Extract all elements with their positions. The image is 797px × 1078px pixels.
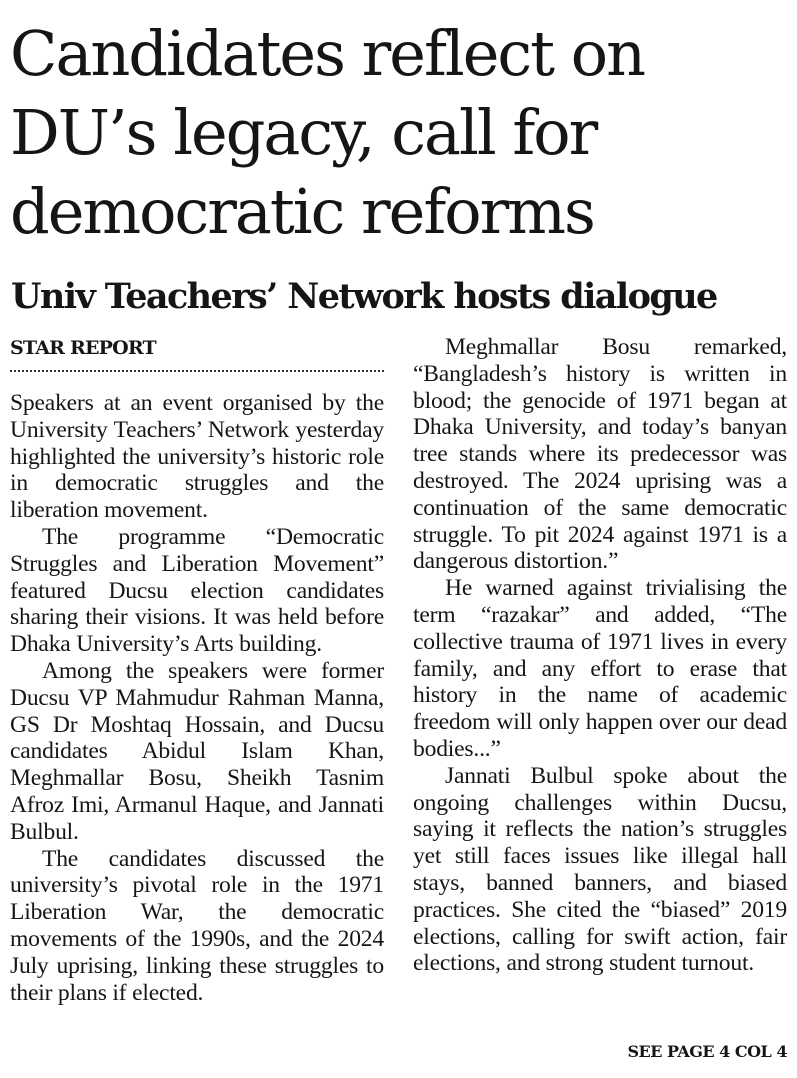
continuation-note: SEE PAGE 4 COL 4 (627, 1042, 787, 1061)
article-column-left (10, 334, 384, 1006)
body-paragraph: Speakers at an event organised by the University Teachers’ Network yesterday highlighted the university’s historic role in democratic struggles and the liberation movement. (10, 390, 384, 524)
body-paragraph: Among the speakers were former Ducsu VP Mahmudur Rahman Manna, GS Dr Moshtaq Hossain, and Ducsu candidates Abidul Islam Khan, Meghmallar Bosu, Sheikh Tasnim Afroz Imi, Armanul Haque, and Jannati Bulbul. (10, 657, 384, 845)
headline: Candidates reflect on DU’s legacy, call for democratic reforms (10, 17, 645, 248)
body-paragraph: Meghmallar Bosu remarked, “Bangladesh’s history is written in blood; the genocide of 1971 began at Dhaka University, and today’s banyan tree stands where its predecessor was destroyed. The 2024 uprising was a continuation of the same democratic struggle. To pit 2024 against 1971 is a dangerous distortion.” (413, 334, 787, 575)
body-paragraph: Jannati Bulbul spoke about the ongoing challenges within Ducsu, saying it reflects the nation’s struggles yet still faces issues like illegal hall stays, banned banners, and biased practices. She cited the “biased” 2019 elections, calling for swift action, fair elections, and strong student turnout. (413, 762, 787, 977)
subheadline: Univ Teachers’ Network hosts dialogue (11, 276, 717, 317)
byline: STAR REPORT (10, 334, 384, 372)
body-paragraph: He warned against trivialising the term “razakar” and added, “The collective trauma of 1971 lives in every family, and any effort to erase that history in the name of academic freedom will only happen over our dead bodies...” (413, 575, 787, 762)
body-paragraph: The candidates discussed the university’s pivotal role in the 1971 Liberation War, the democratic movements of the 1990s, and the 2024 July uprising, linking these struggles to their plans if elected. (10, 845, 384, 1006)
article-column-right (413, 334, 787, 977)
body-paragraph: The programme “Democratic Struggles and Liberation Movement” featured Ducsu election candidates sharing their visions. It was held before Dhaka University’s Arts building. (10, 523, 384, 658)
